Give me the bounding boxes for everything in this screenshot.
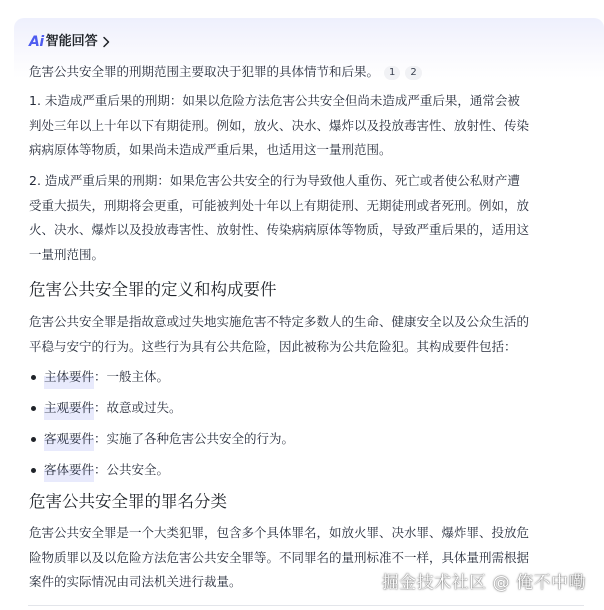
element-desc: ：故意或过失。 — [94, 399, 182, 415]
watermark: 掘金技术社区 @ 俺不中嘞 — [381, 573, 586, 593]
penalty-line: 判处三年以上十年以下有期徒刑。例如，放火、决水、爆炸以及投放毒害性、放射性、传染 — [29, 117, 530, 133]
definition-line: 平稳与安宁的行为。这些行为具有公共危险，因此被称为公共危险犯。其构成要件包括： — [29, 338, 517, 354]
element-desc: ：公共安全。 — [94, 461, 170, 477]
element-desc: ：实施了各种危害公共安全的行为。 — [94, 430, 295, 446]
penalty-line: 病病原体等物质，如果尚未造成严重后果，也适用这一量刑范围。 — [29, 142, 392, 157]
list-item — [29, 396, 182, 420]
penalty-line: 2. 造成严重后果的刑期：如果危害公共安全的行为导致他人重伤、死亡或者使公私财产遭 — [29, 173, 520, 188]
bullet-icon — [31, 406, 36, 411]
classification-line: 案件的实际情况由司法机关进行裁量。 — [29, 574, 242, 589]
classification-heading: 危害公共安全罪的罪名分类 — [29, 492, 227, 511]
list-item — [29, 458, 169, 482]
definition-paragraph — [29, 310, 589, 359]
element-term: 客观要件 — [44, 427, 94, 452]
citation-badge[interactable]: 2 — [405, 66, 421, 80]
bullet-icon — [31, 375, 36, 380]
ai-answer-title: 智能回答 — [45, 34, 98, 49]
penalty-item — [29, 89, 589, 163]
element-desc: ：一般主体。 — [94, 368, 170, 384]
definition-line: 危害公共安全罪是指故意或过失地实施危害不特定多数人的生命、健康安全以及公众生活的 — [29, 314, 530, 329]
element-term: 主体要件 — [44, 365, 94, 390]
list-item — [29, 427, 294, 451]
penalty-line: 1. 未造成严重后果的刑期：如果以危险方法危害公共安全但尚未造成严重后果，通常会被 — [29, 93, 520, 108]
penalty-item — [29, 169, 589, 267]
penalty-line: 一量刑范围。 — [29, 246, 105, 262]
classification-line: 险物质罪以及以危险方法危害公共安全罪等。不同罪名的量刑标准不一样，具体量刑需根据 — [29, 549, 530, 565]
element-term: 客体要件 — [44, 458, 94, 483]
penalty-line: 火、决水、爆炸以及投放毒害性、放射性、传染病病原体等物质，导致严重后果的，适用这 — [29, 222, 530, 237]
definition-heading: 危害公共安全罪的定义和构成要件 — [29, 280, 277, 299]
chevron-right-icon[interactable] — [102, 35, 112, 49]
bullet-icon — [31, 468, 36, 473]
penalty-line: 受重大损失，刑期将会更重，可能被判处十年以上有期徒刑、无期徒刑或者死刑。例如，放 — [29, 197, 530, 213]
intro-text: 危害公共安全罪的刑期范围主要取决于犯罪的具体情节和后果。 — [29, 64, 380, 79]
citation-badge[interactable]: 1 — [384, 66, 400, 80]
ai-answer-header[interactable] — [29, 33, 112, 51]
ai-logo-icon: Ai — [29, 34, 44, 50]
classification-line: 危害公共安全罪是一个大类犯罪，包含多个具体罪名，如放火罪、决水罪、爆炸罪、投放危 — [29, 525, 530, 540]
list-item — [29, 365, 169, 389]
ai-answer-card — [14, 18, 604, 610]
element-term: 主观要件 — [44, 396, 94, 421]
bullet-icon — [31, 437, 36, 442]
intro-paragraph — [29, 60, 589, 85]
divider — [28, 605, 584, 606]
